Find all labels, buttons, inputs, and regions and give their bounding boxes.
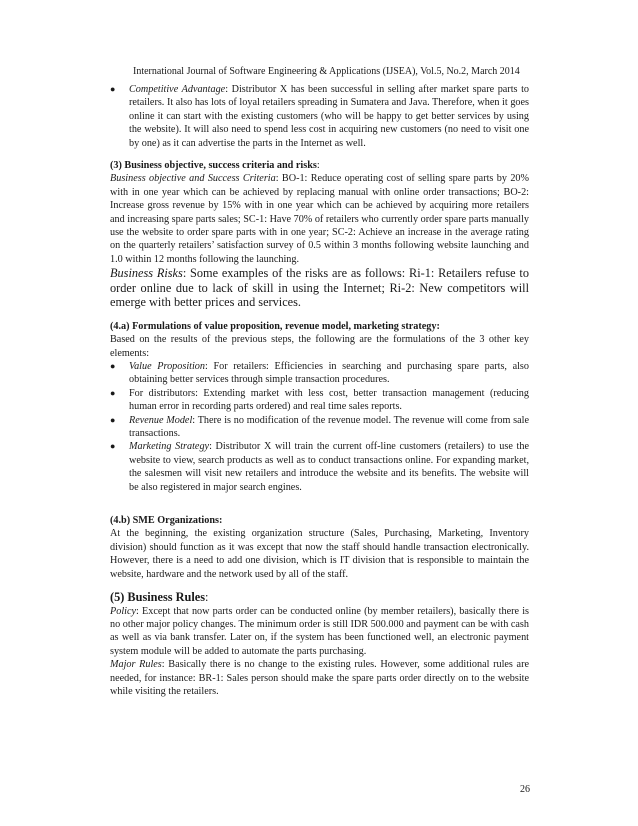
bullet-value-proposition <box>110 360 529 387</box>
section5-major-rules <box>110 658 529 698</box>
section4b-text: At the beginning, the existing organization structure (Sales, Purchasing, Marketing, Inventory division) should function as it was except that now the staff should handle transaction electronically. However, there is a need to add one division, which is IT division that is responsible to maintain the website, hardware and the network used by all of the staff. <box>110 528 529 580</box>
bullet-dot-icon: ● <box>110 414 116 425</box>
bullet-text: : Distributor X has been successful in selling after market spare parts to retailers. It also has lots of loyal retailers spreading in Sumatera and Java. Therefore, when it goes online it can start with the existing customers (who will be happy to get better services by using the website). It will also need to spend less cost in acquiring new customers (no need to visit one by one) as it can advertise the parts in the Internet as well. <box>129 84 530 149</box>
bullet-marketing-strategy <box>110 440 529 494</box>
section3-heading-text: (3) Business objective, success criteria and risks <box>110 160 317 172</box>
bullet-label: Value Proposition <box>129 361 205 372</box>
bullet-for-distributors <box>110 387 529 414</box>
bullet-label: Revenue Model <box>129 414 193 426</box>
bullet-text: : For retailers: Efficiencies in searching and purchasing spare parts, also obtaining better services through simple transaction procedures. <box>129 361 529 386</box>
running-header: International Journal of Software Engineering & Applications (IJSEA), Vol.5, No.2, March 2014 <box>133 66 520 77</box>
section4a-intro: Based on the results of the previous steps, the following are the formulations of the 3 other key elements: <box>110 334 529 359</box>
policy-label: Policy <box>110 605 137 617</box>
section5-heading-suffix: : <box>204 590 209 605</box>
section5-heading-text: (5) Business Rules <box>110 590 205 605</box>
section3-heading <box>110 159 529 172</box>
section4b-heading: (4.b) SME Organizations: <box>110 515 223 527</box>
policy-text: : Except that now parts order can be conducted online (by member retailers), basically there is no other major policy changes. The minimum order is still IDR 500.000 and payment can be with cash as well as via bank transfer. Later on, if the system has been functioned well, an electronic payment system module will be added to automate the parts purchasing. <box>110 605 529 657</box>
risks-label: Business Risks <box>110 266 183 281</box>
section4a-bullet-list <box>110 360 529 494</box>
page-number: 26 <box>520 784 530 795</box>
bullet-text: : Distributor X will train the current off-line customers (retailers) to use the website to view, search products as well as to conduct transactions online. For expanding market, the salesmen will visit new retailers and introduce the website and its benefits. The website will be also registered in major search engines. <box>129 441 529 493</box>
section4a-heading: (4.a) Formulations of value proposition, revenue model, marketing strategy: <box>110 320 440 332</box>
major-rules-label: Major Rules <box>110 659 162 671</box>
bullet-dot-icon: ● <box>110 84 116 94</box>
bullet-label: Marketing Strategy <box>129 441 210 453</box>
section5-heading <box>110 590 529 605</box>
bullet-text: For distributors: Extending market with less cost, better transaction management (reducing human error in recording parts ordered) and real time sales reports. <box>129 387 529 413</box>
bullet-label: Competitive Advantage <box>129 84 226 95</box>
intro-bullet-list <box>110 83 529 150</box>
bullet-revenue-model <box>110 414 529 441</box>
bullet-competitive-advantage <box>110 83 529 150</box>
bullet-dot-icon: ● <box>110 441 116 452</box>
bullet-dot-icon: ● <box>110 387 116 398</box>
objectives-text: : BO-1: Reduce operating cost of selling spare parts by 20% with in one year which can be achieved by replacing manual with online order transactions; BO-2: Increase gross revenue by 15% with in one year which can be achieved by acquiring more retailers and increasing spare parts sales; SC-1: Have 70% of retailers who currently order spare parts manually use the website to order spare parts with in one year; SC-2: Achieve an increase in the average rating on the quarterly retailers’ satisfaction survey of 0.5 within 3 months following website launching and 1.0 within 12 months following the launching. <box>110 173 529 265</box>
bullet-dot-icon: ● <box>110 361 116 371</box>
section3-heading-suffix: : <box>316 160 320 172</box>
risks-text: : Some examples of the risks are as follows: Ri-1: Retailers refuse to order online due to lack of skill in using the Internet; Ri-2: New competitors will emerge with better prices and services. <box>110 266 529 310</box>
bullet-text: : There is no modification of the revenue model. The revenue will come from sale transactions. <box>129 414 529 440</box>
section3-objectives <box>110 172 529 266</box>
section3-risks <box>110 266 529 310</box>
page-body <box>110 83 529 698</box>
section5-policy <box>110 605 529 659</box>
objectives-label: Business objective and Success Criteria <box>110 173 276 185</box>
major-rules-text: : Basically there is no change to the existing rules. However, some additional rules are needed, for instance: BR-1: Sales person should make the spare parts order directly on to the website while visiting the retailers. <box>110 659 529 698</box>
